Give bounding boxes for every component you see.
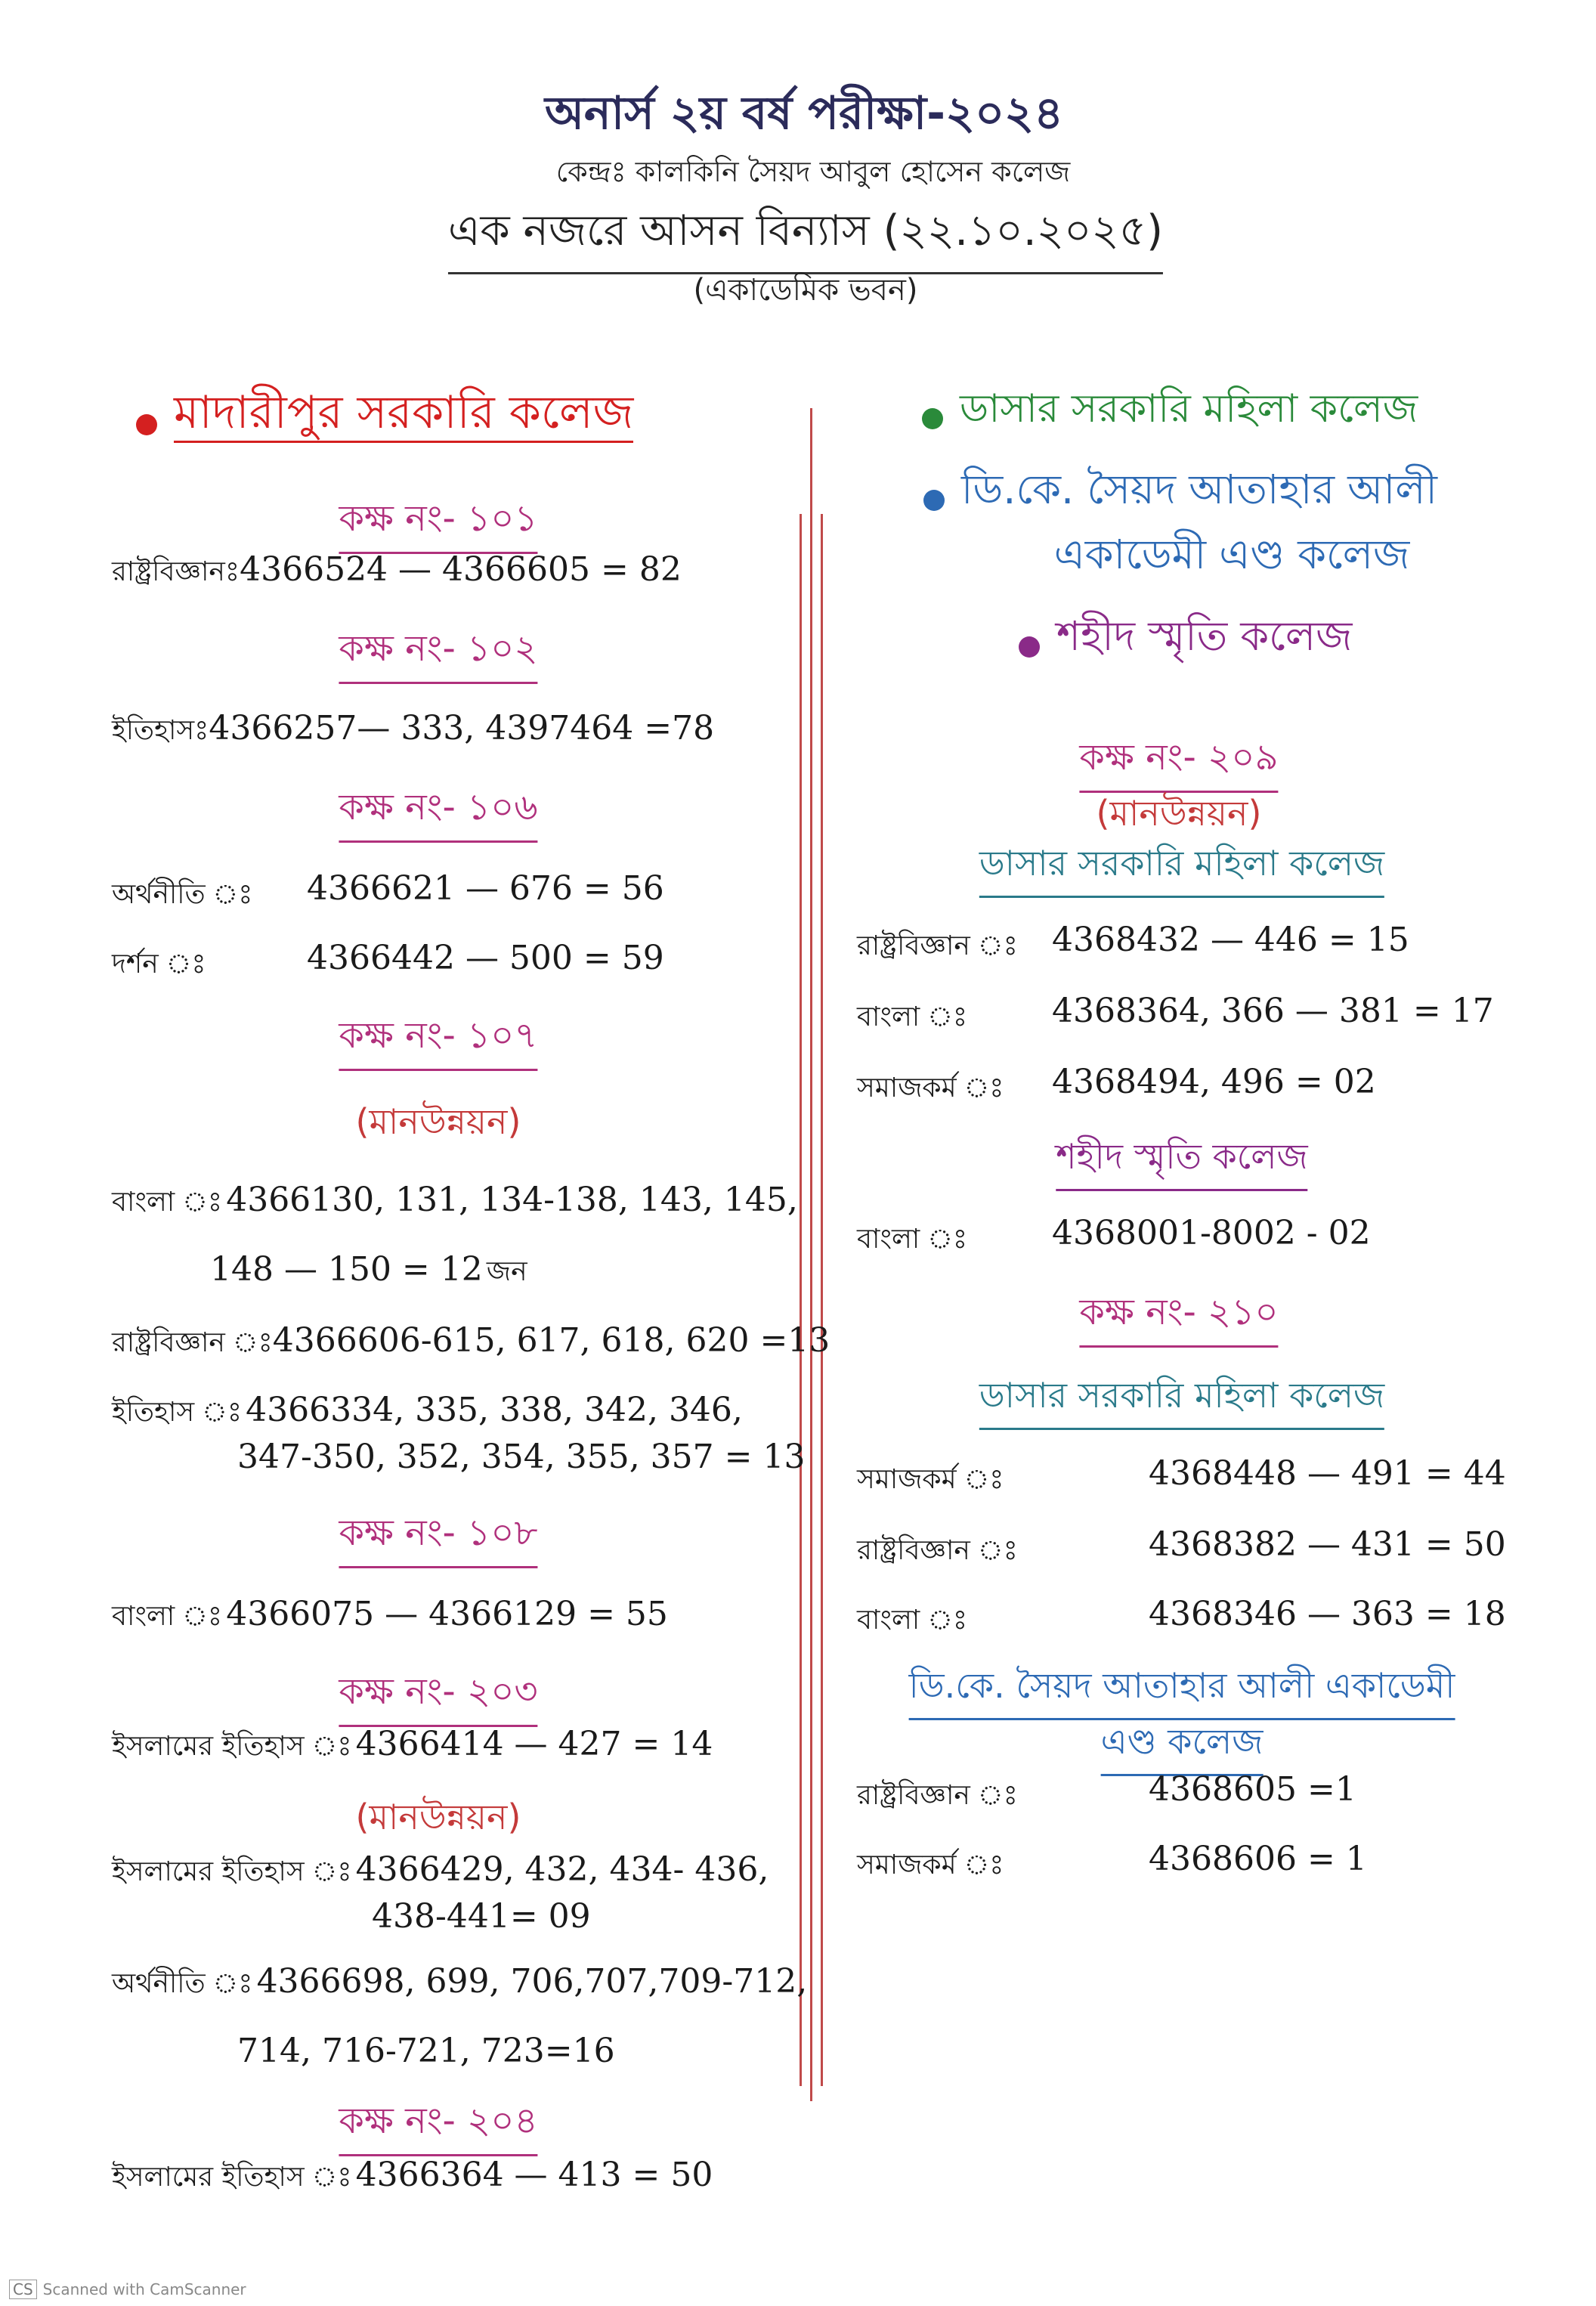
seat-line: বাংলা ঃ 4366130, 131, 134-138, 143, 145, [112,1181,798,1219]
seat-plan-title: এক নজরে আসন বিন্যাস (২২.১০.২০২৫) [448,198,1163,274]
subject-label: রাষ্ট্রবিজ্ঞান ঃ [857,930,1018,961]
seat-range: 4368346 — 363 = 18 [1149,1595,1506,1633]
college-name: মাদারীপুর সরকারি কলেজ [174,386,633,443]
seat-line-cont: 438-441= 09 [372,1897,591,1936]
blue-bullet-icon [923,490,945,511]
room-108: কক্ষ নং- ১০৮ [339,1506,537,1568]
improvement-label: (মানউন্নয়ন) [355,1101,521,1142]
seat-line: ইতিহাসঃ4366257— 333, 4397464 =78 [112,709,715,748]
green-bullet-icon [922,408,943,429]
camscanner-logo-icon: CS [9,2280,37,2299]
college-subheading: ডাসার সরকারি মহিলা কলেজ [979,1370,1384,1430]
college-list-item-cont: একাডেমী এণ্ড কলেজ [1053,531,1410,578]
college-subheading-cont: এণ্ড কলেজ [1101,1716,1264,1776]
room-204: কক্ষ নং- ২০৪ [339,2094,537,2156]
improvement-label: (মানউন্নয়ন) [1096,793,1262,834]
room-101: কক্ষ নং- ১০১ [339,491,537,554]
subject-label: রাষ্ট্রবিজ্ঞান ঃ [857,1535,1018,1566]
seat-range: 4368605 =1 [1149,1770,1356,1809]
college-list-item: ডাসার সরকারি মহিলা কলেজ [922,378,1418,444]
left-college-heading [136,378,633,453]
college-list-item: শহীদ স্মৃতি কলেজ [1019,605,1352,673]
seat-line-cont: 714, 716-721, 723=16 [237,2032,615,2070]
seat-range: 4368432 — 446 = 15 [1052,921,1409,959]
seat-line: ইসলামের ইতিহাস ঃ 4366364 — 413 = 50 [112,2156,713,2194]
room-102: কক্ষ নং- ১০২ [339,621,537,684]
seat-range: 4368494, 496 = 02 [1052,1063,1376,1101]
room-107: কক্ষ নং- ১০৭ [339,1008,537,1071]
camscanner-watermark: CS Scanned with CamScanner [9,2280,246,2299]
seat-line: ইসলামের ইতিহাস ঃ 4366414 — 427 = 14 [112,1725,713,1763]
seat-range: 4368364, 366 — 381 = 17 [1052,992,1494,1030]
room-203: কক্ষ নং- ২০৩ [339,1664,537,1727]
exam-title: অনার্স ২য় বর্ষ পরীক্ষা-২০২৪ [544,87,1064,140]
subject-label: অর্থনীতি ঃ [112,879,253,910]
subject-label: সমাজকর্ম ঃ [857,1849,1004,1880]
seat-line: বাংলা ঃ 4366075 — 4366129 = 55 [112,1595,668,1633]
seat-line: রাষ্ট্রবিজ্ঞান ঃ4366606-615, 617, 618, 620 =13 [112,1321,830,1360]
building-label: (একাডেমিক ভবন) [693,273,918,308]
purple-bullet-icon [1019,636,1040,658]
subject-label: সমাজকর্ম ঃ [857,1464,1004,1495]
seat-range: 4368001-8002 - 02 [1052,1214,1371,1252]
seat-line: ইসলামের ইতিহাস ঃ 4366429, 432, 434- 436, [112,1850,769,1889]
subject-label: বাংলা ঃ [857,1605,968,1636]
seat-range: 4368382 — 431 = 50 [1149,1525,1506,1564]
seat-range: 4366442 — 500 = 59 [307,939,664,977]
seat-range: 4368606 = 1 [1149,1840,1367,1878]
college-subheading: শহীদ স্মৃতি কলেজ [1056,1131,1307,1191]
subject-label: দর্শন ঃ [112,949,206,980]
seat-line-cont: 347-350, 352, 354, 355, 357 = 13 [237,1438,806,1476]
seat-range: 4366621 — 676 = 56 [307,869,664,908]
subject-label: বাংলা ঃ [857,1224,968,1255]
seat-line: রাষ্ট্রবিজ্ঞানঃ4366524 — 4366605 = 82 [112,550,682,589]
subject-label: রাষ্ট্রবিজ্ঞান ঃ [857,1780,1018,1811]
divider-rule [810,408,812,2101]
seat-line: অর্থনীতি ঃ 4366698, 699, 706,707,709-712, [112,1962,808,2001]
exam-center: কেন্দ্রঃ কালকিনি সৈয়দ আবুল হোসেন কলেজ [555,155,1071,188]
improvement-label: (মানউন্নয়ন) [355,1797,521,1837]
seat-line: ইতিহাস ঃ 4366334, 335, 338, 342, 346, [112,1391,743,1429]
room-209: কক্ষ নং- ২০৯ [1079,730,1278,793]
seat-line-cont: 148 — 150 = 12 জন [210,1250,527,1289]
divider-rule [821,514,823,2086]
college-list-item: ডি.কে. সৈয়দ আতাহার আলী [923,458,1437,526]
red-bullet-icon [136,414,157,435]
subject-label: বাংলা ঃ [857,1001,968,1032]
seat-range: 4368448 — 491 = 44 [1149,1454,1506,1493]
subject-label: সমাজকর্ম ঃ [857,1073,1004,1103]
college-subheading: ডি.কে. সৈয়দ আতাহার আলী একাডেমী [909,1660,1455,1720]
room-106: কক্ষ নং- ১০৬ [339,780,537,843]
college-subheading: ডাসার সরকারি মহিলা কলেজ [979,837,1384,898]
room-210: কক্ষ নং- ২১০ [1079,1285,1278,1348]
divider-rule [800,514,802,2086]
